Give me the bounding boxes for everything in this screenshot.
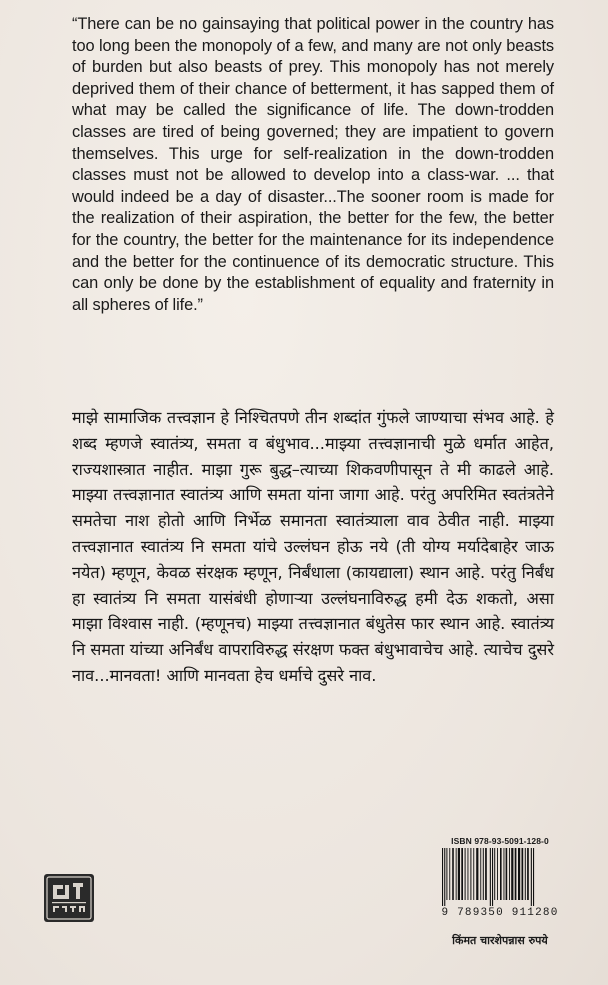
barcode-bar [461,848,463,900]
barcode-bar [506,848,508,900]
barcode-bar [465,848,466,900]
barcode-bar [446,848,447,900]
barcode-bar [500,848,502,900]
barcode [436,848,564,906]
barcode-bar [518,848,520,900]
barcode-bar [485,848,487,900]
barcode-bar [525,848,526,900]
barcode-bar [511,848,513,900]
publisher-logo [43,873,95,923]
barcode-bar [494,848,495,900]
barcode-bar [522,848,524,900]
barcode-bar [490,848,491,906]
barcode-bar [480,848,481,900]
isbn-label: ISBN 978-93-5091-128-0 [451,836,549,846]
barcode-bar [444,848,445,906]
barcode-bar [476,848,478,900]
barcode-bar [442,848,443,906]
barcode-bar [504,848,505,900]
price-label: किंमत चारशेपन्नास रुपये [452,934,548,947]
barcode-bar [456,848,457,900]
barcode-bar [473,848,474,900]
marathi-passage: माझे सामाजिक तत्त्वज्ञान हे निश्चितपणे तीन शब्दांत गुंफले जाण्याचा संभव आहे. हे शब्द म्हणजे स्वातंत्र्य, समता व बंधुभाव...माझ्या तत्त्वज्ञानाची मुळे धर्मात आहेत, राज्यशास्त्रात नाहीत. माझा गुरू बुद्ध–त्याच्या शिकवणीपासून ते मी काढले आहे. माझ्या तत्त्वज्ञानात स्वातंत्र्य आणि समता यांना जागा आहे. परंतु अपरिमित स्वतंत्रतेने समतेचा नाश होतो आणि निर्भेळ समानता स्वातंत्र्याला वाव ठेवीत नाही. माझ्या तत्त्वज्ञानात स्वातंत्र्य नि समता यांचे उल्लंघन होऊ नये (ती योग्य मर्यादेबाहेर जाऊ नयेत) म्हणून, केवळ संरक्षक म्हणून, निर्बंधाला (कायद्याला) स्थान आहे. परंतु निर्बंध हा स्वातंत्र्य नि समता यासंबंधी होणाऱ्या उल्लंघनाविरुद्ध हमी देऊ शकतो, असा माझा विश्वास नाही. (म्हणूनच) माझ्या तत्त्वज्ञानात बंधुतेस फार स्थान आहे. स्वातंत्र्य नि समता यांच्या अनिर्बंध वापराविरुद्ध संरक्षण फक्त बंधुभावाचेच आहे. त्याचेच दुसरे नाव...मानवता! आणि मानवता हेच धर्माचे दुसरे नाव. [72,408,554,685]
barcode-bar [497,848,498,900]
barcode-bar [452,848,454,900]
barcode-bar [515,848,517,900]
isbn-barcode-block [436,836,564,919]
barcode-bar [468,848,469,900]
barcode-bar [527,848,529,900]
publisher-logo-icon [43,873,95,923]
barcode-bar [533,848,534,906]
barcode-bar [470,848,471,900]
barcode-bar [458,848,460,900]
barcode-bar [492,848,493,906]
english-quote: “There can be no gainsaying that political power in the country has too long been the monopoly of a few, and many are not only beasts of burden but also beasts of prey. This monopoly has not merely deprived them of their chance of betterment, it has sapped them of what may be called the significance of life. The down-trodden classes are tired of being governed; they are impatient to govern themselves. This urge for self-realization in the down-trodden classes must not be allowed to develop into a class-war. ... that would indeed be a day of disaster...The sooner room is made for the realization of their aspiration, the better for the few, the better for the country, the better for the maintenance for its independence and the better for the continuence of its democratic structure. This can only be done by the establishment of equality and fraternity in all spheres of life.” [72,15,554,314]
barcode-bar [483,848,484,900]
barcode-bar [449,848,450,900]
barcode-bar [509,848,510,900]
barcode-number: 9 789350 911280 [441,907,559,919]
barcode-bar [531,848,532,906]
